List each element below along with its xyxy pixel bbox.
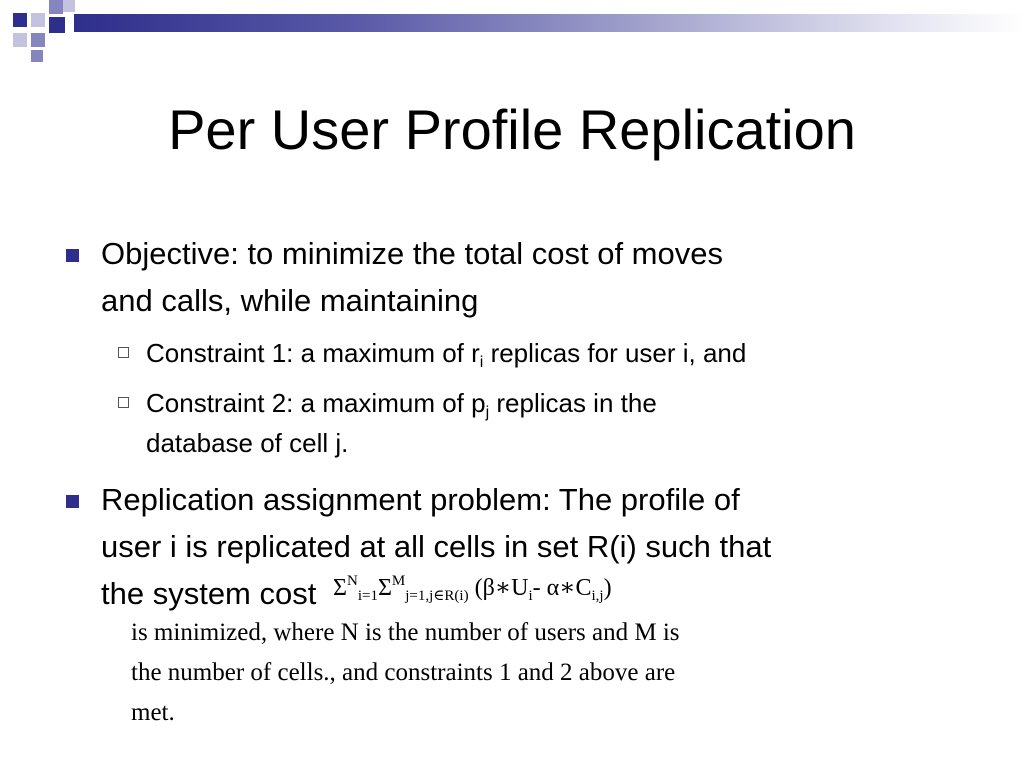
subbullet-constraint-2 bbox=[146, 383, 657, 423]
bullet-text-line: Replication assignment problem: The profile of bbox=[101, 482, 740, 517]
decor-square bbox=[31, 50, 43, 62]
formula-term: ) bbox=[603, 575, 612, 601]
hollow-square-bullet-icon bbox=[118, 397, 129, 408]
subbullet-constraint-1 bbox=[146, 333, 746, 373]
header-decoration bbox=[0, 0, 1024, 70]
hollow-square-bullet-icon bbox=[118, 347, 129, 358]
bullet-text-line: user i is replicated at all cells in set R(i) such that bbox=[101, 529, 772, 564]
bullet-square-icon bbox=[66, 495, 79, 508]
slide-title: Per User Profile Replication bbox=[168, 98, 856, 161]
subscript: j=1,j∈R(i) bbox=[405, 588, 469, 604]
bullet-text-line: the system cost bbox=[101, 576, 317, 611]
constraint-text: replicas in the bbox=[489, 388, 657, 418]
cost-formula bbox=[333, 572, 612, 604]
constraint-text: Constraint 2: a maximum of p bbox=[146, 388, 486, 418]
subscript: i=1 bbox=[357, 588, 378, 604]
bullet-text-line: Objective: to minimize the total cost of moves bbox=[101, 236, 723, 271]
formula-term: - α∗C bbox=[532, 575, 592, 601]
constraint-text-continued: database of cell j. bbox=[146, 428, 349, 458]
bullet-text-line: and calls, while maintaining bbox=[101, 283, 479, 318]
subscript: i,j bbox=[591, 588, 604, 604]
decor-square bbox=[49, 17, 65, 33]
decor-square bbox=[31, 13, 45, 27]
continuation-line: met. bbox=[131, 699, 175, 726]
constraint-text: Constraint 1: a maximum of r bbox=[146, 338, 480, 368]
subscript: i bbox=[479, 354, 484, 371]
decor-square bbox=[13, 13, 27, 27]
subscript: j bbox=[485, 404, 490, 421]
header-gradient-bar bbox=[74, 14, 1024, 32]
bullet-square-icon bbox=[66, 249, 79, 262]
sigma-symbol: Σ bbox=[377, 575, 392, 601]
sigma-symbol: Σ bbox=[333, 575, 347, 601]
continuation-paragraph bbox=[131, 613, 901, 733]
subscript: i bbox=[528, 588, 533, 604]
constraint-text: replicas for user i, and bbox=[483, 338, 747, 368]
superscript: N bbox=[346, 573, 358, 589]
superscript: M bbox=[391, 573, 406, 589]
formula-term: (β∗U bbox=[468, 575, 529, 601]
decor-square bbox=[63, 0, 75, 12]
decor-square bbox=[49, 0, 63, 14]
decor-square bbox=[13, 33, 27, 47]
decor-square bbox=[31, 33, 45, 47]
continuation-line: is minimized, where N is the number of users and M is bbox=[131, 619, 680, 646]
continuation-line: the number of cells., and constraints 1 and 2 above are bbox=[131, 659, 676, 686]
